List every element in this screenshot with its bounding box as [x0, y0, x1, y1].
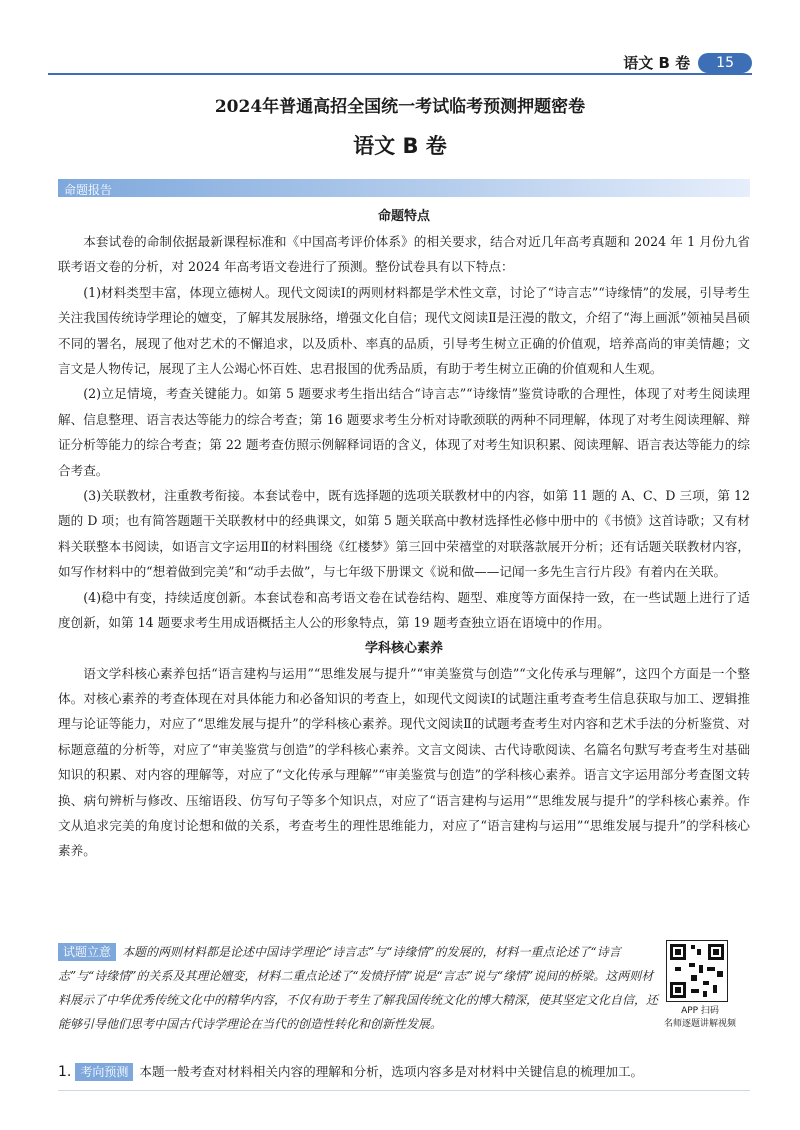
report-section-bar — [58, 179, 750, 197]
qr-caption — [650, 1005, 750, 1031]
q1-text: 本题一般考查对材料相关内容的理解和分析，选项内容多是对材料中关键信息的梳理加工。 — [139, 1064, 644, 1079]
paragraph: (3)关联教材，注重教考衔接。本套试卷中，既有选择题的选项关联教材中的内容，如第 11 题的 A、C、D 三项，第 12 题的 D 项；也有简答题题干关联教材中的经典课文，如第 5 题关联高中教材选择性必修中册中的《书愤》这首诗歌；又有材料关联整本书阅读，如语言文字运用Ⅱ的材料围绕《红楼梦》第三回中荣禧堂的对联落款展开分析；还有话题关联教材内容，如写作材料中的“想着做到完美”和“动手去做”，与七年级下册课文《说和做——记闻一多先生言行片段》有着内在关联。 — [58, 488, 750, 580]
question-number: 1. — [58, 1064, 72, 1080]
exam-label: 语文 B 卷 — [623, 54, 691, 72]
section-heading-core: 学科核心素养 — [364, 640, 443, 656]
report-label: 命题报告 — [64, 183, 113, 197]
page-subtitle: 语文 B 卷 — [353, 134, 447, 158]
page-header — [623, 52, 752, 73]
qr-caption-line2: 名师逐题讲解视频 — [663, 1019, 736, 1029]
paragraph: (2)立足情境，考查关键能力。如第 5 题要求考生指出结合“诗言志”“诗缘情”鉴赏诗歌的合理性，体现了对考生阅读理解、信息整理、语言表达等能力的综合考查；第 16 题要求考生分析对诗歌颈联的两种不同理解，体现了对考生阅读理解、辩证分析等能力的综合考查；第 22 题考查仿照示例解释词语的含义，体现了对考生知识积累、阅读理解、语言表达等能力的综合考查。 — [58, 386, 750, 478]
rationale-text: 本题的两则材料都是论述中国诗学理论“诗言志”与“诗缘情”的发展的，材料一重点论述了“诗言志”与“诗缘情”的关系及其理论嬗变，材料二重点论述了“发愤抒情”说是“言志”说与“缘情”说间的桥梁。这两则材料展示了中华优秀传统文化中的精华内容，不仅有助于考生了解我国传统文化的博大精深，使其坚定文化自信，还能够引导他们思考中国古代诗学理论在当代的创造性转化和创新性发展。 — [58, 945, 659, 1031]
section-heading-features: 命题特点 — [377, 209, 430, 224]
header-rule — [48, 73, 752, 75]
bottom-rule — [58, 1090, 750, 1091]
question-1 — [58, 1062, 750, 1082]
paragraph: (1)材料类型丰富，体现立德树人。现代文阅读Ⅰ的两则材料都是学术性文章，讨论了“诗言志”“诗缘情”的发展，引导考生关注我国传统诗学理论的嬗变，了解其发展脉络，增强文化自信；现代文阅读Ⅱ是汪漫的散文，介绍了“海上画派”领袖吴昌硕不同的署名，展现了他对艺术的不懈追求，以及质朴、率真的品质，引导考生树立正确的价值观，培养高尚的审美情趣；文言文是人物传记，展现了主人公竭心怀百姓、忠君报国的优秀品质，有助于考生树立正确的价值观和人生观。 — [58, 284, 750, 377]
report-content — [58, 204, 750, 864]
qr-code[interactable] — [666, 940, 728, 1002]
question-rationale — [58, 940, 658, 1036]
rationale-tag: 试题立意 — [58, 943, 116, 961]
paragraph: (4)稳中有变，持续适度创新。本套试卷和高考语文卷在试卷结构、题型、难度等方面保持一致，在一些试题上进行了适度创新，如第 14 题要求考生用成语概括主人公的形象特点，第 19 题考查独立语在语境中的作用。 — [58, 589, 750, 631]
q1-tag: 考向预测 — [75, 1063, 133, 1081]
paragraph: 语文学科核心素养包括“语言建构与运用”“思维发展与提升”“审美鉴赏与创造”“文化传承与理解”，这四个方面是一个整体。对核心素养的考查体现在对具体能力和必备知识的考查上，如现代文阅读Ⅰ的试题注重考查考生信息获取与加工、逻辑推理与论证等能力，对应了“思维发展与提升”的学科核心素养。现代文阅读Ⅱ的试题考查考生对内容和艺术手法的分析鉴赏、对标题意蕴的分析等，对应了“审美鉴赏与创造”的学科核心素养。文言文阅读、古代诗歌阅读、名篇名句默写考查考生对基础知识的积累、对内容的理解等，对应了“文化传承与理解”“审美鉴赏与创造”的学科核心素养。语言文字运用部分考查图文转换、病句辨析与修改、压缩语段、仿写句子等多个知识点，对应了“语言建构与运用”“思维发展与提升”的学科核心素养。作文从追求完美的角度讨论想和做的关系，考查考生的理性思维能力，对应了“语言建构与运用”“思维发展与提升”的学科核心素养。 — [58, 665, 750, 859]
page-title: 2024年普通高招全国统一考试临考预测押题密卷 — [214, 97, 586, 117]
paragraph: 本套试卷的命制依据最新课程标准和《中国高考评价体系》的相关要求，结合对近几年高考真题和 2024 年 1 月份九省联考语文卷的分析，对 2024 年高考语文卷进行了预测。整份试卷具有以下特点： — [58, 234, 750, 275]
qr-caption-line1: APP 扫码 — [681, 1006, 719, 1016]
page-number: 15 — [698, 53, 752, 73]
qr-icon — [667, 941, 727, 1001]
